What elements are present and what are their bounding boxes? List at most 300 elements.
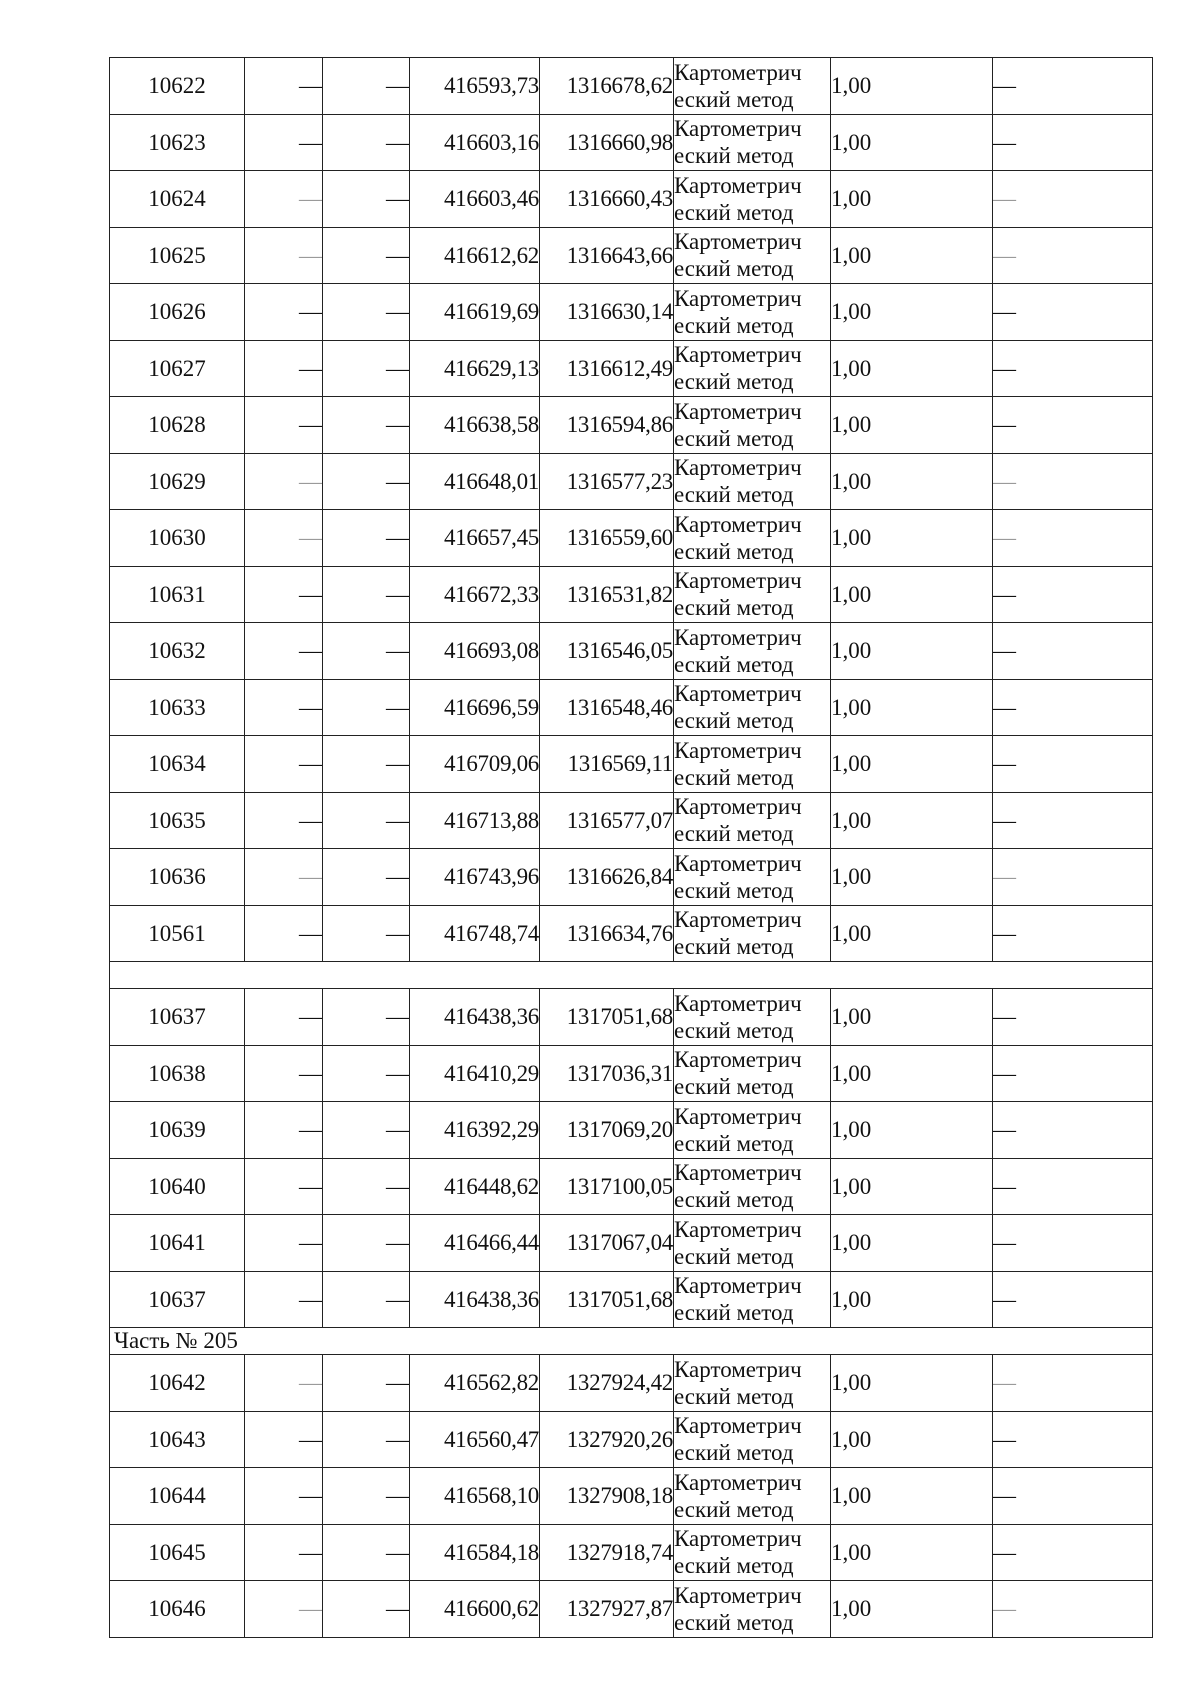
method-text-line: Картометрич xyxy=(674,511,802,537)
point-number-cell: 10638 xyxy=(110,1045,245,1102)
x-coordinate-cell: 416748,74 xyxy=(410,905,540,962)
method-text-line: еский метод xyxy=(674,934,794,960)
note-cell: — xyxy=(993,1468,1153,1525)
x-coordinate-cell: 416392,29 xyxy=(410,1102,540,1159)
method-text-line: Картометрич xyxy=(674,624,802,650)
accuracy-cell: 1,00 xyxy=(831,989,993,1046)
empty-value-cell: — xyxy=(245,510,323,567)
accuracy-cell: 1,00 xyxy=(831,1102,993,1159)
method-text-line: Картометрич xyxy=(674,116,802,142)
y-coordinate-cell: 1316634,76 xyxy=(540,905,674,962)
point-number-cell: 10644 xyxy=(110,1468,245,1525)
empty-value-cell: — xyxy=(323,227,410,284)
point-number-cell: 10646 xyxy=(110,1581,245,1638)
empty-value-cell: — xyxy=(245,1271,323,1328)
note-cell: — xyxy=(993,1271,1153,1328)
point-number-cell: 10642 xyxy=(110,1355,245,1412)
y-coordinate-cell: 1316531,82 xyxy=(540,566,674,623)
method-text-line: еский метод xyxy=(674,1440,794,1466)
note-cell: — xyxy=(993,849,1153,906)
empty-value-cell: — xyxy=(323,1524,410,1581)
empty-value-cell: — xyxy=(323,453,410,510)
empty-value-cell: — xyxy=(245,792,323,849)
method-cell xyxy=(674,510,831,567)
method-text-line: еский метод xyxy=(674,595,794,621)
method-cell xyxy=(674,1468,831,1525)
table-row xyxy=(110,849,1153,906)
table-row xyxy=(110,1045,1153,1102)
note-cell: — xyxy=(993,679,1153,736)
accuracy-cell: 1,00 xyxy=(831,792,993,849)
method-text-line: Картометрич xyxy=(674,285,802,311)
empty-value-cell: — xyxy=(323,989,410,1046)
y-coordinate-cell: 1316577,07 xyxy=(540,792,674,849)
point-number-cell: 10635 xyxy=(110,792,245,849)
table-row xyxy=(110,227,1153,284)
method-text-line: Картометрич xyxy=(674,794,802,820)
point-number-cell: 10637 xyxy=(110,989,245,1046)
separator-row xyxy=(110,962,1153,989)
y-coordinate-cell: 1317067,04 xyxy=(540,1215,674,1272)
x-coordinate-cell: 416696,59 xyxy=(410,679,540,736)
empty-value-cell: — xyxy=(323,1102,410,1159)
table-row xyxy=(110,340,1153,397)
note-cell: — xyxy=(993,736,1153,793)
empty-value-cell: — xyxy=(245,284,323,341)
part-heading-row xyxy=(110,1328,1153,1355)
method-cell xyxy=(674,1271,831,1328)
accuracy-cell: 1,00 xyxy=(831,58,993,115)
method-cell xyxy=(674,1355,831,1412)
note-cell: — xyxy=(993,623,1153,680)
x-coordinate-cell: 416584,18 xyxy=(410,1524,540,1581)
y-coordinate-cell: 1316577,23 xyxy=(540,453,674,510)
method-text-line: еский метод xyxy=(674,86,794,112)
note-cell: — xyxy=(993,510,1153,567)
method-text-line: Картометрич xyxy=(674,737,802,763)
point-number-cell: 10561 xyxy=(110,905,245,962)
accuracy-cell: 1,00 xyxy=(831,623,993,680)
x-coordinate-cell: 416600,62 xyxy=(410,1581,540,1638)
method-cell xyxy=(674,566,831,623)
accuracy-cell: 1,00 xyxy=(831,1215,993,1272)
y-coordinate-cell: 1317069,20 xyxy=(540,1102,674,1159)
point-number-cell: 10631 xyxy=(110,566,245,623)
x-coordinate-cell: 416657,45 xyxy=(410,510,540,567)
method-text-line: еский метод xyxy=(674,199,794,225)
y-coordinate-cell: 1316569,11 xyxy=(540,736,674,793)
note-cell: — xyxy=(993,1581,1153,1638)
empty-value-cell: — xyxy=(323,679,410,736)
table-row xyxy=(110,58,1153,115)
note-cell: — xyxy=(993,114,1153,171)
x-coordinate-cell: 416448,62 xyxy=(410,1158,540,1215)
table-row xyxy=(110,1355,1153,1412)
point-number-cell: 10637 xyxy=(110,1271,245,1328)
accuracy-cell: 1,00 xyxy=(831,566,993,623)
method-text-line: Картометрич xyxy=(674,342,802,368)
x-coordinate-cell: 416638,58 xyxy=(410,397,540,454)
method-cell xyxy=(674,227,831,284)
table-body xyxy=(110,58,1153,1638)
method-text-line: еский метод xyxy=(674,708,794,734)
empty-value-cell: — xyxy=(245,227,323,284)
empty-value-cell: — xyxy=(323,397,410,454)
note-cell: — xyxy=(993,1411,1153,1468)
point-number-cell: 10632 xyxy=(110,623,245,680)
method-text-line: еский метод xyxy=(674,482,794,508)
x-coordinate-cell: 416648,01 xyxy=(410,453,540,510)
empty-value-cell: — xyxy=(245,905,323,962)
method-cell xyxy=(674,58,831,115)
table-row xyxy=(110,566,1153,623)
method-cell xyxy=(674,905,831,962)
table-row xyxy=(110,397,1153,454)
method-cell xyxy=(674,284,831,341)
table-row xyxy=(110,1468,1153,1525)
method-text-line: еский метод xyxy=(674,1553,794,1579)
empty-value-cell: — xyxy=(245,849,323,906)
y-coordinate-cell: 1317051,68 xyxy=(540,989,674,1046)
y-coordinate-cell: 1316548,46 xyxy=(540,679,674,736)
y-coordinate-cell: 1316660,43 xyxy=(540,171,674,228)
table-row xyxy=(110,171,1153,228)
note-cell: — xyxy=(993,566,1153,623)
table-row xyxy=(110,623,1153,680)
method-text-line: еский метод xyxy=(674,1383,794,1409)
empty-value-cell: — xyxy=(245,989,323,1046)
note-cell: — xyxy=(993,1215,1153,1272)
accuracy-cell: 1,00 xyxy=(831,1581,993,1638)
accuracy-cell: 1,00 xyxy=(831,1411,993,1468)
accuracy-cell: 1,00 xyxy=(831,227,993,284)
y-coordinate-cell: 1327924,42 xyxy=(540,1355,674,1412)
empty-value-cell: — xyxy=(245,171,323,228)
y-coordinate-cell: 1317100,05 xyxy=(540,1158,674,1215)
empty-value-cell: — xyxy=(245,114,323,171)
empty-value-cell: — xyxy=(245,1215,323,1272)
method-text-line: Картометрич xyxy=(674,1047,802,1073)
accuracy-cell: 1,00 xyxy=(831,736,993,793)
method-text-line: Картометрич xyxy=(674,1160,802,1186)
y-coordinate-cell: 1316626,84 xyxy=(540,849,674,906)
table-row xyxy=(110,1158,1153,1215)
table-row xyxy=(110,114,1153,171)
method-text-line: Картометрич xyxy=(674,1216,802,1242)
empty-value-cell: — xyxy=(245,679,323,736)
empty-value-cell: — xyxy=(323,1411,410,1468)
empty-value-cell: — xyxy=(245,566,323,623)
table-row xyxy=(110,453,1153,510)
y-coordinate-cell: 1316660,98 xyxy=(540,114,674,171)
method-cell xyxy=(674,1215,831,1272)
accuracy-cell: 1,00 xyxy=(831,340,993,397)
x-coordinate-cell: 416693,08 xyxy=(410,623,540,680)
x-coordinate-cell: 416709,06 xyxy=(410,736,540,793)
method-text-line: еский метод xyxy=(674,821,794,847)
method-cell xyxy=(674,679,831,736)
method-text-line: Картометрич xyxy=(674,1582,802,1608)
method-cell xyxy=(674,623,831,680)
empty-value-cell: — xyxy=(245,1355,323,1412)
point-number-cell: 10630 xyxy=(110,510,245,567)
method-cell xyxy=(674,453,831,510)
empty-value-cell: — xyxy=(245,397,323,454)
accuracy-cell: 1,00 xyxy=(831,453,993,510)
table-row xyxy=(110,1215,1153,1272)
table-row xyxy=(110,905,1153,962)
x-coordinate-cell: 416672,33 xyxy=(410,566,540,623)
method-text-line: еский метод xyxy=(674,143,794,169)
method-text-line: Картометрич xyxy=(674,1469,802,1495)
note-cell: — xyxy=(993,397,1153,454)
note-cell: — xyxy=(993,989,1153,1046)
point-number-cell: 10626 xyxy=(110,284,245,341)
method-text-line: Картометрич xyxy=(674,1103,802,1129)
table-row xyxy=(110,1411,1153,1468)
method-text-line: еский метод xyxy=(674,1074,794,1100)
empty-value-cell: — xyxy=(323,736,410,793)
y-coordinate-cell: 1317051,68 xyxy=(540,1271,674,1328)
empty-value-cell: — xyxy=(323,566,410,623)
point-number-cell: 10643 xyxy=(110,1411,245,1468)
empty-value-cell: — xyxy=(323,905,410,962)
table-row xyxy=(110,679,1153,736)
empty-value-cell: — xyxy=(323,1468,410,1525)
y-coordinate-cell: 1316643,66 xyxy=(540,227,674,284)
x-coordinate-cell: 416560,47 xyxy=(410,1411,540,1468)
method-text-line: еский метод xyxy=(674,1496,794,1522)
empty-value-cell: — xyxy=(245,1045,323,1102)
accuracy-cell: 1,00 xyxy=(831,284,993,341)
empty-value-cell: — xyxy=(245,453,323,510)
y-coordinate-cell: 1327920,26 xyxy=(540,1411,674,1468)
method-cell xyxy=(674,1158,831,1215)
point-number-cell: 10639 xyxy=(110,1102,245,1159)
method-text-line: еский метод xyxy=(674,651,794,677)
x-coordinate-cell: 416438,36 xyxy=(410,989,540,1046)
coordinates-table xyxy=(109,57,1153,1638)
point-number-cell: 10636 xyxy=(110,849,245,906)
method-cell xyxy=(674,171,831,228)
accuracy-cell: 1,00 xyxy=(831,905,993,962)
note-cell: — xyxy=(993,1102,1153,1159)
note-cell: — xyxy=(993,792,1153,849)
method-text-line: Картометрич xyxy=(674,1526,802,1552)
point-number-cell: 10622 xyxy=(110,58,245,115)
method-text-line: Картометрич xyxy=(674,681,802,707)
accuracy-cell: 1,00 xyxy=(831,849,993,906)
y-coordinate-cell: 1316559,60 xyxy=(540,510,674,567)
method-text-line: еский метод xyxy=(674,425,794,451)
x-coordinate-cell: 416593,73 xyxy=(410,58,540,115)
accuracy-cell: 1,00 xyxy=(831,510,993,567)
point-number-cell: 10629 xyxy=(110,453,245,510)
empty-value-cell: — xyxy=(323,623,410,680)
point-number-cell: 10625 xyxy=(110,227,245,284)
method-cell xyxy=(674,1581,831,1638)
method-text-line: еский метод xyxy=(674,764,794,790)
point-number-cell: 10627 xyxy=(110,340,245,397)
empty-value-cell: — xyxy=(245,1102,323,1159)
point-number-cell: 10623 xyxy=(110,114,245,171)
part-heading: Часть № 205 xyxy=(110,1328,1153,1355)
empty-value-cell: — xyxy=(245,1411,323,1468)
accuracy-cell: 1,00 xyxy=(831,1045,993,1102)
table-row xyxy=(110,792,1153,849)
method-text-line: Картометрич xyxy=(674,1273,802,1299)
method-text-line: Картометрич xyxy=(674,59,802,85)
x-coordinate-cell: 416410,29 xyxy=(410,1045,540,1102)
method-cell xyxy=(674,397,831,454)
point-number-cell: 10634 xyxy=(110,736,245,793)
empty-value-cell: — xyxy=(323,1045,410,1102)
empty-value-cell: — xyxy=(245,623,323,680)
note-cell: — xyxy=(993,1355,1153,1412)
accuracy-cell: 1,00 xyxy=(831,679,993,736)
empty-value-cell: — xyxy=(323,1271,410,1328)
table-row xyxy=(110,989,1153,1046)
table-row xyxy=(110,1524,1153,1581)
note-cell: — xyxy=(993,58,1153,115)
note-cell: — xyxy=(993,1158,1153,1215)
empty-value-cell: — xyxy=(323,510,410,567)
empty-value-cell: — xyxy=(245,1581,323,1638)
method-text-line: Картометрич xyxy=(674,990,802,1016)
point-number-cell: 10641 xyxy=(110,1215,245,1272)
table-row xyxy=(110,1271,1153,1328)
empty-value-cell: — xyxy=(323,58,410,115)
method-cell xyxy=(674,114,831,171)
note-cell: — xyxy=(993,1045,1153,1102)
y-coordinate-cell: 1316678,62 xyxy=(540,58,674,115)
method-text-line: Картометрич xyxy=(674,398,802,424)
empty-value-cell: — xyxy=(245,340,323,397)
note-cell: — xyxy=(993,905,1153,962)
point-number-cell: 10645 xyxy=(110,1524,245,1581)
empty-value-cell: — xyxy=(245,1158,323,1215)
x-coordinate-cell: 416603,46 xyxy=(410,171,540,228)
empty-value-cell: — xyxy=(245,736,323,793)
method-text-line: Картометрич xyxy=(674,455,802,481)
method-text-line: Картометрич xyxy=(674,1413,802,1439)
note-cell: — xyxy=(993,227,1153,284)
table-row xyxy=(110,284,1153,341)
x-coordinate-cell: 416568,10 xyxy=(410,1468,540,1525)
accuracy-cell: 1,00 xyxy=(831,171,993,228)
method-text-line: еский метод xyxy=(674,1187,794,1213)
method-text-line: Картометрич xyxy=(674,229,802,255)
method-text-line: еский метод xyxy=(674,312,794,338)
y-coordinate-cell: 1316594,86 xyxy=(540,397,674,454)
empty-value-cell: — xyxy=(323,340,410,397)
y-coordinate-cell: 1317036,31 xyxy=(540,1045,674,1102)
accuracy-cell: 1,00 xyxy=(831,1355,993,1412)
method-text-line: еский метод xyxy=(674,1609,794,1635)
y-coordinate-cell: 1316630,14 xyxy=(540,284,674,341)
method-text-line: еский метод xyxy=(674,1130,794,1156)
table-row xyxy=(110,736,1153,793)
empty-value-cell: — xyxy=(245,1524,323,1581)
method-text-line: еский метод xyxy=(674,1243,794,1269)
table-row xyxy=(110,1102,1153,1159)
x-coordinate-cell: 416619,69 xyxy=(410,284,540,341)
empty-value-cell: — xyxy=(323,792,410,849)
method-text-line: Картометрич xyxy=(674,1356,802,1382)
method-text-line: Картометрич xyxy=(674,568,802,594)
empty-value-cell: — xyxy=(323,1581,410,1638)
method-text-line: еский метод xyxy=(674,1300,794,1326)
x-coordinate-cell: 416438,36 xyxy=(410,1271,540,1328)
method-text-line: еский метод xyxy=(674,877,794,903)
method-cell xyxy=(674,736,831,793)
empty-value-cell: — xyxy=(323,1158,410,1215)
method-cell xyxy=(674,792,831,849)
table-row xyxy=(110,510,1153,567)
method-text-line: еский метод xyxy=(674,1017,794,1043)
accuracy-cell: 1,00 xyxy=(831,1271,993,1328)
x-coordinate-cell: 416629,13 xyxy=(410,340,540,397)
point-number-cell: 10633 xyxy=(110,679,245,736)
point-number-cell: 10628 xyxy=(110,397,245,454)
x-coordinate-cell: 416466,44 xyxy=(410,1215,540,1272)
y-coordinate-cell: 1327927,87 xyxy=(540,1581,674,1638)
document-page xyxy=(109,57,1152,1638)
x-coordinate-cell: 416562,82 xyxy=(410,1355,540,1412)
method-cell xyxy=(674,1411,831,1468)
empty-value-cell: — xyxy=(245,58,323,115)
note-cell: — xyxy=(993,340,1153,397)
table-row xyxy=(110,1581,1153,1638)
point-number-cell: 10640 xyxy=(110,1158,245,1215)
empty-value-cell: — xyxy=(323,849,410,906)
method-text-line: Картометрич xyxy=(674,172,802,198)
method-text-line: Картометрич xyxy=(674,850,802,876)
x-coordinate-cell: 416743,96 xyxy=(410,849,540,906)
y-coordinate-cell: 1327918,74 xyxy=(540,1524,674,1581)
x-coordinate-cell: 416612,62 xyxy=(410,227,540,284)
method-text-line: еский метод xyxy=(674,369,794,395)
y-coordinate-cell: 1316546,05 xyxy=(540,623,674,680)
empty-value-cell: — xyxy=(323,114,410,171)
accuracy-cell: 1,00 xyxy=(831,397,993,454)
empty-value-cell: — xyxy=(323,284,410,341)
accuracy-cell: 1,00 xyxy=(831,114,993,171)
method-cell xyxy=(674,1524,831,1581)
empty-value-cell: — xyxy=(323,1355,410,1412)
method-text-line: еский метод xyxy=(674,256,794,282)
accuracy-cell: 1,00 xyxy=(831,1468,993,1525)
method-text-line: еский метод xyxy=(674,538,794,564)
note-cell: — xyxy=(993,453,1153,510)
point-number-cell: 10624 xyxy=(110,171,245,228)
y-coordinate-cell: 1316612,49 xyxy=(540,340,674,397)
method-cell xyxy=(674,1045,831,1102)
method-cell xyxy=(674,849,831,906)
method-cell xyxy=(674,340,831,397)
separator-cell xyxy=(110,962,1153,989)
method-cell xyxy=(674,989,831,1046)
x-coordinate-cell: 416713,88 xyxy=(410,792,540,849)
accuracy-cell: 1,00 xyxy=(831,1158,993,1215)
note-cell: — xyxy=(993,1524,1153,1581)
empty-value-cell: — xyxy=(323,1215,410,1272)
method-text-line: Картометрич xyxy=(674,907,802,933)
y-coordinate-cell: 1327908,18 xyxy=(540,1468,674,1525)
accuracy-cell: 1,00 xyxy=(831,1524,993,1581)
note-cell: — xyxy=(993,171,1153,228)
method-cell xyxy=(674,1102,831,1159)
